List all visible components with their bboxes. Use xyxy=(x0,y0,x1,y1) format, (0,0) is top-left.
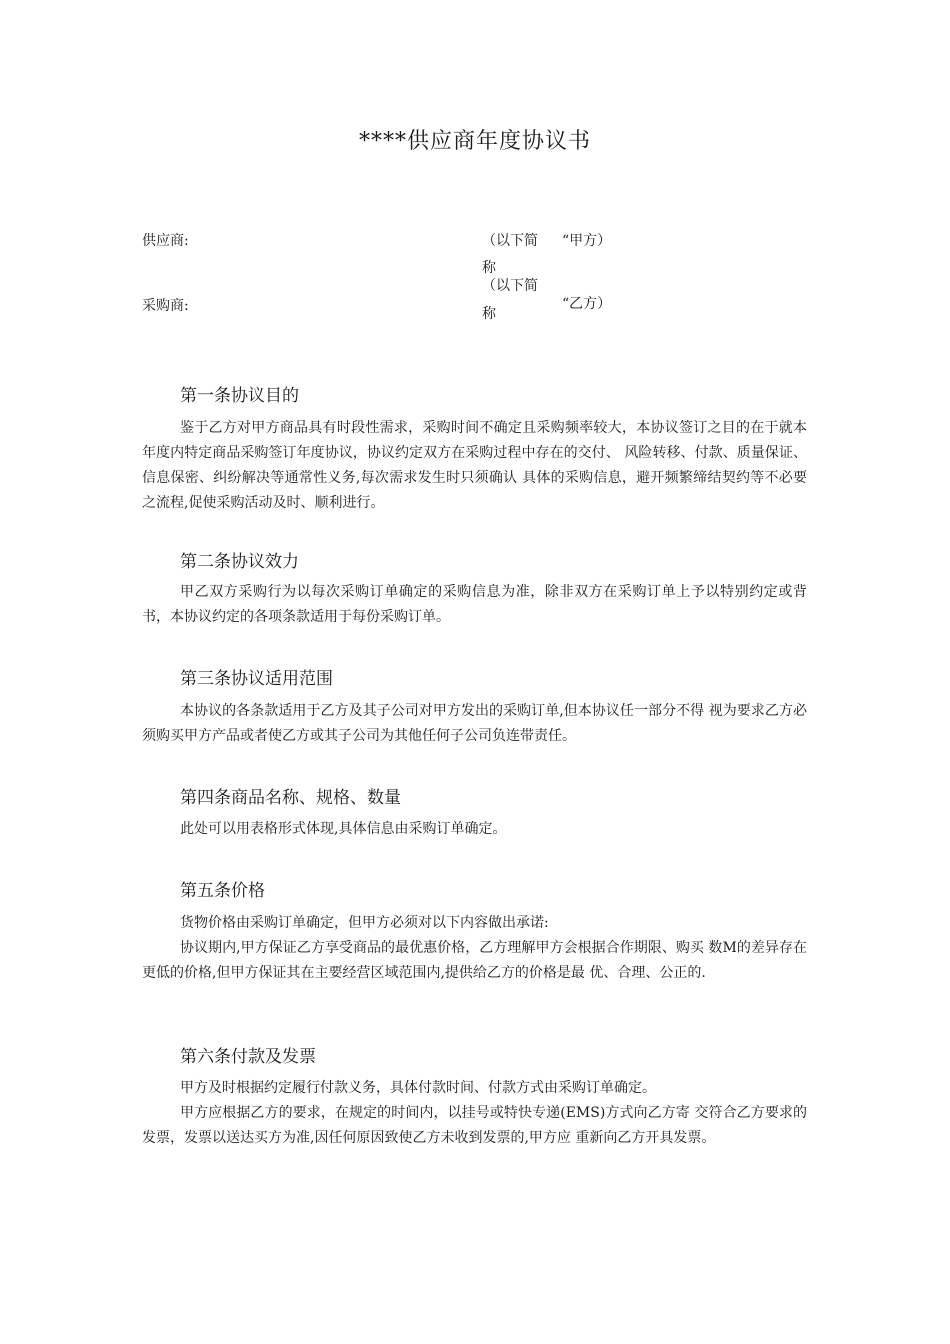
buyer-alias: “乙方） xyxy=(562,296,612,312)
section-heading-5: 第五条价格 xyxy=(180,881,265,901)
section-4-paragraph-1: 此处可以用表格形式体现,具体信息由采购订单确定。 xyxy=(180,821,507,837)
section-5-paragraph-1: 货物价格由采购订单确定，但甲方必须对以下内容做出承诺: xyxy=(180,915,549,931)
section-6-paragraph-1: 甲方及时根据约定履行付款义务，具体付款时间、付款方式由采购订单确定。 xyxy=(180,1080,656,1096)
supplier-alias: “甲方） xyxy=(562,233,612,249)
supplier-label: 供应商: xyxy=(142,233,189,249)
section-heading-6: 第六条付款及发票 xyxy=(180,1047,316,1067)
section-heading-4: 第四条商品名称、规格、数量 xyxy=(180,788,401,808)
section-5-paragraph-2: 协议期内,甲方保证乙方享受商品的最优惠价格，乙方理解甲方会根据合作期限、购买 数M的差异存在更低的价格,但甲方保证其在主要经营区域范围内,提供给乙方的价格是最 优、合理、公正的. xyxy=(142,940,807,981)
document-title: ****供应商年度协议书 xyxy=(358,129,591,154)
supplier-note-line1: （以下简 xyxy=(482,233,538,249)
section-2-paragraph-1: 甲乙双方采购行为以每次采购订单确定的采购信息为准，除非双方在采购订单上予以特别约定或背书，本协议约定的各项条款适用于每份采购订单。 xyxy=(142,584,807,625)
buyer-note-line2: 称 xyxy=(482,306,496,322)
section-1-paragraph-1: 鉴于乙方对甲方商品具有时段性需求，采购时间不确定且采购频率较大，本协议签订之目的在于就本年度内特定商品采购签订年度协议，协议约定双方在采购过程中存在的交付、 风险转移、付款、质量保证、信息保密、纠纷解决等通常性义务,每次需求发生时只须确认 具体的采购信息，避开频繁缔结契约等不必要之流程,促使采购活动及时、顺利进行。 xyxy=(142,420,807,511)
section-heading-1: 第一条协议目的 xyxy=(180,386,299,406)
section-heading-3: 第三条协议适用范围 xyxy=(180,669,333,689)
section-3-paragraph-1: 本协议的各条款适用于乙方及其子公司对甲方发出的采购订单,但本协议任一部分不得 视为要求乙方必须购买甲方产品或者使乙方或其子公司为其他任何子公司负连带责任。 xyxy=(142,703,807,744)
section-6-paragraph-2: 甲方应根据乙方的要求，在规定的时间内，以挂号或特快专递(EMS)方式向乙方寄 交符合乙方要求的发票，发票以送达买方为准,因任何原因致使乙方未收到发票的,甲方应 重新向乙方开具发票。 xyxy=(142,1105,807,1146)
buyer-label: 采购商: xyxy=(142,298,189,314)
buyer-note-line1: （以下简 xyxy=(482,278,538,294)
section-heading-2: 第二条协议效力 xyxy=(180,552,299,572)
supplier-note-line2: 称 xyxy=(482,260,496,276)
